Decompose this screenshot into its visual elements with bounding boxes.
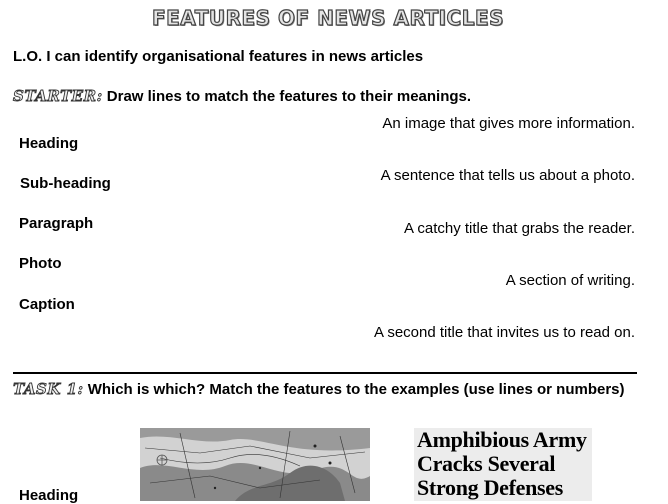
worksheet-title: FEATURES OF NEWS ARTICLES: [151, 6, 505, 30]
feature-caption: Caption: [19, 296, 75, 313]
meaning-catchy-title: A catchy title that grabs the reader.: [404, 220, 635, 237]
starter-tag: STARTER:: [13, 87, 103, 105]
task1-instruction: Which is which? Match the features to the examples (use lines or numbers): [87, 381, 625, 398]
starter-instruction: Draw lines to match the features to their meanings.: [106, 88, 472, 105]
feature-photo: Photo: [19, 255, 62, 272]
meaning-section: A section of writing.: [505, 272, 635, 289]
task1-tag: TASK 1:: [13, 380, 84, 398]
feature-paragraph: Paragraph: [19, 215, 94, 232]
feature-sub-heading: Sub-heading: [20, 175, 111, 192]
headline-line-1: Amphibious Army: [417, 428, 587, 452]
headline-line-2: Cracks Several: [417, 451, 556, 476]
feature-heading: Heading: [19, 135, 79, 152]
task1-section: [13, 380, 625, 398]
meaning-photo-sentence: A sentence that tells us about a photo.: [380, 167, 635, 184]
map-illustration: [140, 428, 370, 501]
starter-section: [13, 87, 471, 105]
section-divider: [13, 372, 637, 374]
headline-line-3: Strong Defenses: [417, 475, 564, 500]
meaning-second-title: A second title that invites us to read on.: [374, 324, 635, 341]
learning-objective: L.O. I can identify organisational features in news articles: [13, 48, 424, 65]
meaning-image: An image that gives more information.: [382, 115, 635, 132]
example-headline-clipping: [414, 428, 592, 501]
task1-label-heading: Heading: [19, 487, 79, 504]
example-map-photo: [140, 428, 370, 501]
